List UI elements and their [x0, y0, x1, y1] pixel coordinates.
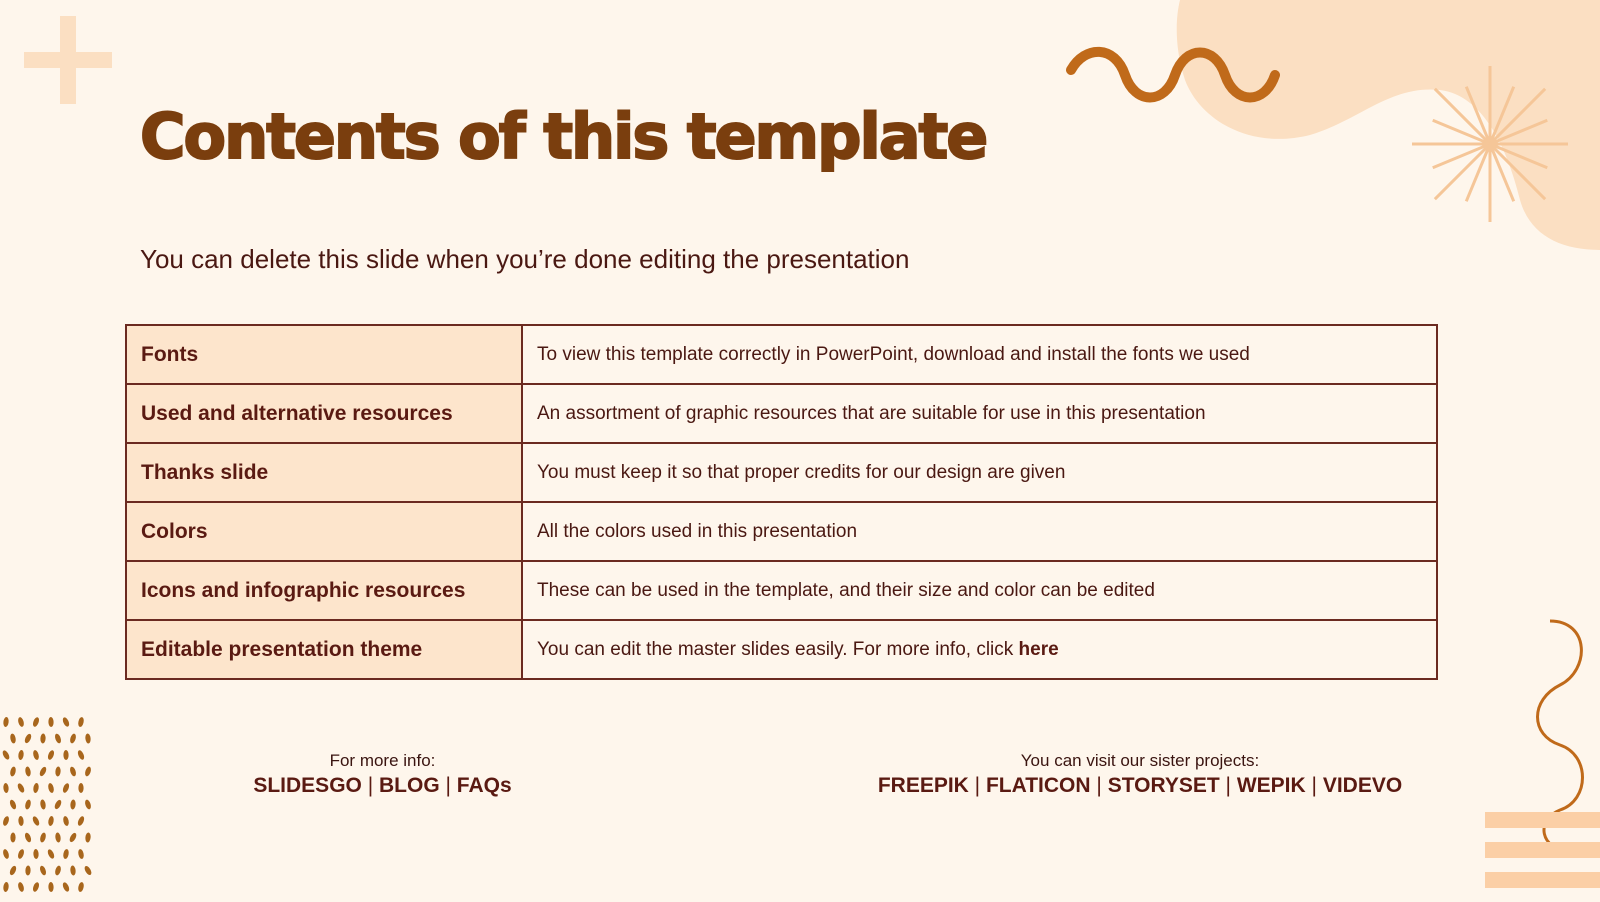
row-description: To view this template correctly in PowerPoint, download and install the fonts we used [522, 325, 1437, 384]
link-separator: | [1219, 774, 1237, 797]
dot-mark [55, 766, 61, 776]
dot-mark [40, 733, 46, 743]
contents-table [125, 324, 1438, 680]
dot-mark [47, 783, 54, 794]
dot-mark [39, 832, 47, 843]
dot-mark [9, 799, 18, 810]
dot-mark [39, 865, 47, 876]
table-row [126, 620, 1437, 679]
footer-more-info [230, 751, 535, 798]
dot-mark [47, 749, 56, 760]
dot-mark [2, 815, 10, 826]
row-description: You must keep it so that proper credits for our design are given [522, 443, 1437, 502]
dot-mark [18, 816, 24, 826]
dot-mark [69, 766, 77, 777]
dot-mark [85, 733, 91, 743]
footer-sister-projects-label: You can visit our sister projects: [1020, 751, 1260, 770]
dot-mark [83, 865, 93, 876]
dot-mark [77, 882, 84, 893]
row-description: An assortment of graphic resources that are suitable for use in this presentation [522, 384, 1437, 443]
link-separator: | [1090, 774, 1108, 797]
row-description [522, 620, 1437, 679]
dot-mark [48, 717, 54, 727]
table-row [126, 443, 1437, 502]
dot-mark [10, 832, 15, 842]
blog-link[interactable]: BLOG [379, 774, 440, 797]
dot-mark [48, 816, 55, 827]
plus-decoration-icon [24, 16, 114, 106]
dot-mark [84, 766, 92, 777]
row-label: Editable presentation theme [126, 620, 522, 679]
footer-sister-projects [860, 751, 1420, 798]
dot-mark [48, 882, 54, 892]
dot-mark [33, 783, 40, 794]
dot-mark [2, 848, 10, 859]
faqs-link[interactable]: FAQs [456, 774, 512, 797]
row-label: Icons and infographic resources [126, 561, 522, 620]
page-subtitle: You can delete this slide when you’re done editing the presentation [140, 244, 910, 274]
stripes-icon [1485, 812, 1600, 902]
freepik-link[interactable]: FREEPIK [877, 774, 969, 797]
dot-mark [3, 717, 9, 728]
dots-pattern-icon [0, 716, 95, 900]
row-description: These can be used in the template, and their size and color can be edited [522, 561, 1437, 620]
row-label: Used and alternative resources [126, 384, 522, 443]
table-row [126, 325, 1437, 384]
dot-mark [23, 733, 32, 744]
starburst-ray [1435, 144, 1490, 199]
dot-mark [68, 832, 77, 843]
table-row [126, 561, 1437, 620]
row-description: All the colors used in this presentation [522, 502, 1437, 561]
dot-mark [62, 849, 69, 860]
link-separator: | [968, 774, 986, 797]
dot-mark [9, 865, 18, 876]
dot-mark [78, 783, 83, 793]
slidesgo-link[interactable]: SLIDESGO [253, 774, 362, 797]
dot-mark [24, 799, 31, 810]
table-row [126, 502, 1437, 561]
link-separator: | [1305, 774, 1323, 797]
dot-mark [18, 750, 25, 761]
dot-mark [24, 832, 33, 843]
dot-mark [25, 766, 32, 777]
starburst-icon [1410, 64, 1570, 224]
dot-mark [32, 881, 40, 892]
dot-mark [32, 749, 40, 760]
dot-mark [63, 750, 68, 760]
dot-mark [54, 865, 62, 876]
dot-mark [31, 815, 40, 826]
footer-more-info-label: For more info: [329, 751, 436, 770]
dot-mark [77, 815, 86, 826]
here-link[interactable]: here [1018, 638, 1059, 660]
dot-mark [77, 749, 86, 760]
dot-mark [17, 716, 25, 727]
dot-mark [3, 783, 9, 793]
starburst-ray [1490, 144, 1545, 199]
page-title: Contents of this template [140, 100, 987, 173]
dot-mark [77, 717, 84, 728]
dot-mark [16, 782, 25, 793]
dot-mark [17, 881, 25, 892]
dot-mark [69, 733, 77, 744]
dot-mark [46, 848, 55, 859]
dot-mark [54, 733, 62, 744]
dot-mark [32, 716, 40, 727]
flaticon-link[interactable]: FLATICON [985, 774, 1091, 797]
dot-mark [70, 865, 76, 876]
videvo-link[interactable]: VIDEVO [1322, 774, 1403, 797]
dot-mark [77, 849, 84, 860]
storyset-link[interactable]: STORYSET [1107, 774, 1220, 797]
row-label: Colors [126, 502, 522, 561]
wepik-link[interactable]: WEPIK [1236, 774, 1306, 797]
row-description-text: You can edit the master slides easily. For more info, click [537, 638, 1019, 660]
dot-mark [55, 832, 62, 843]
table-row [126, 384, 1437, 443]
dot-mark [40, 799, 47, 810]
dot-mark [85, 832, 91, 842]
dot-mark [17, 848, 25, 859]
wave-squiggle-icon [1065, 40, 1285, 120]
link-separator: | [439, 774, 457, 797]
dot-mark [1, 749, 10, 760]
dot-mark [62, 816, 69, 827]
starburst-ray [1490, 89, 1545, 144]
footer-sister-projects-links [860, 774, 1420, 798]
dot-mark [9, 733, 16, 744]
dot-mark [84, 799, 92, 810]
dot-mark [53, 799, 62, 810]
dot-mark [3, 882, 9, 893]
dot-mark [38, 766, 47, 777]
dot-mark [33, 849, 39, 859]
dot-mark [62, 782, 71, 793]
dot-mark [9, 766, 16, 777]
row-label: Thanks slide [126, 443, 522, 502]
starburst-ray [1435, 89, 1490, 144]
dot-mark [25, 865, 31, 875]
footer-more-info-links [230, 774, 535, 798]
dot-mark [62, 881, 71, 892]
dot-mark [70, 799, 76, 809]
dot-mark [62, 716, 71, 727]
link-separator: | [361, 774, 379, 797]
row-label: Fonts [126, 325, 522, 384]
